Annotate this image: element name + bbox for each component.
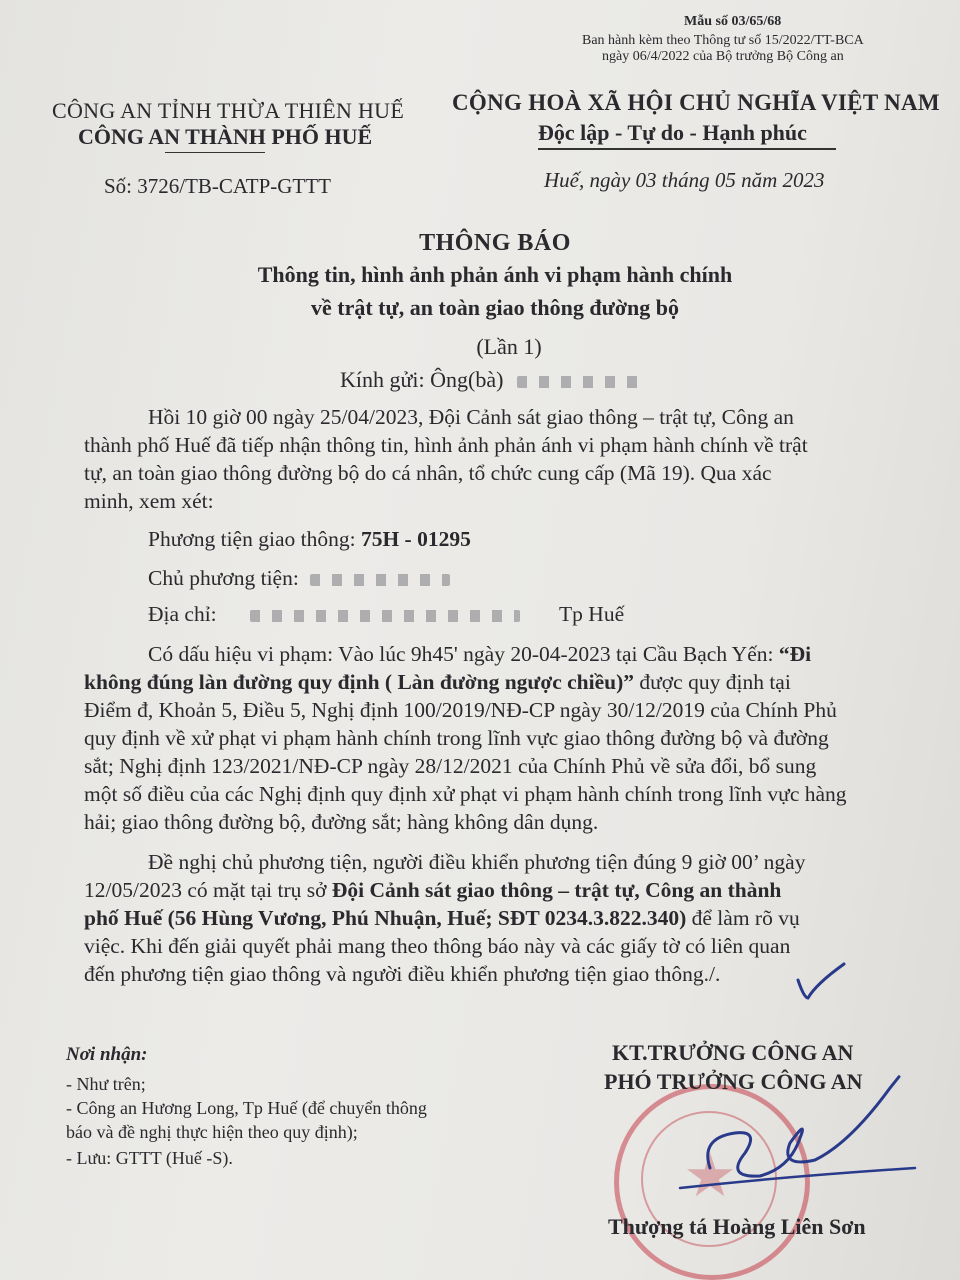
intro-paragraph <box>84 403 916 515</box>
motto: Độc lập - Tự do - Hạnh phúc <box>538 120 807 145</box>
text-line: được quy định tại <box>634 670 791 694</box>
text-line: Hồi 10 giờ 00 ngày 25/04/2023, Đội Cảnh sát giao thông – trật tự, Công an <box>148 405 794 429</box>
text-line: sắt; Nghị định 123/2021/NĐ-CP ngày 28/12/2021 của Chính Phủ về sửa đổi, bổ sung <box>84 754 817 778</box>
office-name: Đội Cảnh sát giao thông – trật tự, Công an thành <box>331 878 782 902</box>
doc-date: Huế, ngày 03 tháng 05 năm 2023 <box>544 168 825 192</box>
attempt-number: (Lần 1) <box>476 334 542 359</box>
text-line: hải; giao thông đường bộ, đường sắt; hàng không dân dụng. <box>84 810 599 834</box>
signature-title: PHÓ TRƯỞNG CÔNG AN <box>604 1069 863 1094</box>
doc-subtitle: về trật tự, an toàn giao thông đường bộ <box>310 295 679 320</box>
signature-title: KT.TRƯỞNG CÔNG AN <box>612 1040 854 1065</box>
address-city: Tp Huế <box>559 602 625 626</box>
text-line: việc. Khi đến giải quyết phải mang theo thông báo này và các giấy tờ có liên quan <box>84 934 791 958</box>
address-field <box>148 602 624 627</box>
violation-paragraph <box>84 640 916 836</box>
seal-star-icon: ★ <box>683 1143 737 1209</box>
org-parent: CÔNG AN TỈNH THỪA THIÊN HUẾ <box>52 98 405 123</box>
redacted-name <box>517 376 647 388</box>
recipient-item: - Công an Hương Long, Tp Huế (để chuyển thông <box>66 1098 427 1118</box>
doc-subtitle: Thông tin, hình ảnh phản ánh vi phạm hành chính <box>257 262 733 287</box>
text-line: Đề nghị chủ phương tiện, người điều khiển phương tiện đúng 9 giờ 00’ ngày <box>148 850 806 874</box>
office-address: phố Huế (56 Hùng Vương, Phú Nhuận, Huế; SĐT 0234.3.822.340) <box>84 906 687 930</box>
text-line: minh, xem xét: <box>84 489 214 513</box>
text-line: quy định về xử phạt vi phạm hành chính trong lĩnh vực giao thông đường bộ và đường <box>84 726 829 750</box>
violation-quote: “Đi <box>778 642 812 666</box>
form-code: Mẫu số 03/65/68 <box>684 14 782 29</box>
address-label: Địa chỉ: <box>148 602 217 626</box>
doc-number: Số: 3726/TB-CATP-GTTT <box>104 174 331 198</box>
recipient-item: - Như trên; <box>66 1074 146 1094</box>
divider <box>165 152 265 153</box>
text-line: thành phố Huế đã tiếp nhận thông tin, hình ảnh phản ánh vi phạm hành chính về trật <box>84 433 808 457</box>
nation-header: CỘNG HOÀ XÃ HỘI CHỦ NGHĨA VIỆT NAM <box>452 90 940 115</box>
text-line: Điểm đ, Khoản 5, Điều 5, Nghị định 100/2019/NĐ-CP ngày 30/12/2019 của Chính Phủ <box>84 698 837 722</box>
redacted-address <box>250 610 520 622</box>
recipients-title: Nơi nhận: <box>66 1044 148 1065</box>
vehicle-label: Phương tiện giao thông: <box>148 527 356 551</box>
redacted-owner <box>310 574 450 586</box>
text-line: đến phương tiện giao thông và người điều khiển phương tiện giao thông./. <box>84 962 721 986</box>
recipient-label: Kính gửi: Ông(bà) <box>340 367 504 392</box>
doc-title: THÔNG BÁO <box>419 230 571 256</box>
text-line: 12/05/2023 có mặt tại trụ sở <box>84 878 332 902</box>
text-line: tự, an toàn giao thông đường bộ do cá nhân, tổ chức cung cấp (Mã 19). Qua xác <box>84 461 772 485</box>
violation-quote: không đúng làn đường quy định ( Làn đường ngược chiều)” <box>84 670 635 694</box>
vehicle-field <box>148 527 471 552</box>
signer-name: Thượng tá Hoàng Liên Sơn <box>608 1214 866 1239</box>
form-issued-line: ngày 06/4/2022 của Bộ trưởng Bộ Công an <box>602 49 844 64</box>
checkmark-icon <box>790 958 850 1008</box>
org-name: CÔNG AN THÀNH PHỐ HUẾ <box>78 124 373 149</box>
divider <box>538 148 836 150</box>
text-line: Có dấu hiệu vi phạm: Vào lúc 9h45' ngày 20-04-2023 tại Cầu Bạch Yến: <box>148 642 779 666</box>
owner-label: Chủ phương tiện: <box>148 566 299 590</box>
handwritten-signature <box>640 1048 960 1228</box>
vehicle-plate: 75H - 01295 <box>360 527 471 551</box>
text-line: một số điều của các Nghị định quy định xử phạt vi phạm hành chính trong lĩnh vực hàng <box>84 782 847 806</box>
form-issued-line: Ban hành kèm theo Thông tư số 15/2022/TT-BCA <box>582 33 864 48</box>
recipient-item: báo và đề nghị thực hiện theo quy định); <box>66 1122 358 1142</box>
recipient-line <box>340 367 647 393</box>
recipient-item: - Lưu: GTTT (Huế -S). <box>66 1148 233 1168</box>
owner-field <box>148 566 450 591</box>
text-line: để làm rõ vụ <box>686 906 800 930</box>
